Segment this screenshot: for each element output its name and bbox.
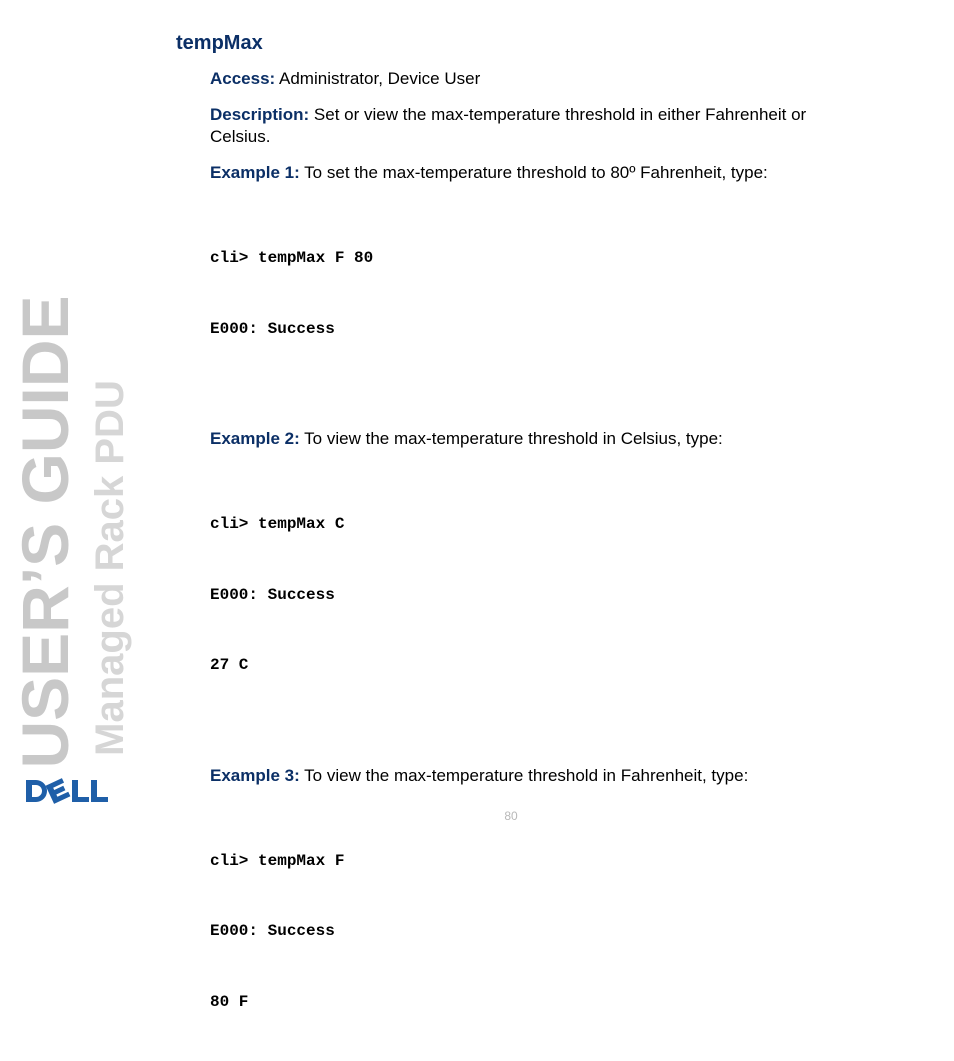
example-2-paragraph [210, 428, 860, 450]
dell-logo [24, 776, 112, 806]
example-1-paragraph [210, 162, 860, 184]
guide-title-watermark: USER’S GUIDE [12, 295, 78, 768]
example-3-label: Example 3: [210, 766, 300, 785]
product-subtitle-watermark: Managed Rack PDU [90, 380, 130, 756]
access-paragraph [210, 68, 860, 90]
code-line: E000: Success [210, 584, 860, 608]
example-2-text: To view the max-temperature threshold in Celsius, type: [300, 429, 723, 448]
description-paragraph [210, 104, 860, 148]
example-2-code [210, 466, 860, 725]
example-3-code [210, 803, 860, 1061]
example-2-label: Example 2: [210, 429, 300, 448]
access-label: Access: [210, 69, 275, 88]
main-content [176, 30, 876, 1061]
example-1-code [210, 200, 860, 388]
code-line: E000: Success [210, 318, 860, 342]
code-line: cli> tempMax F [210, 850, 860, 874]
description-text: Set or view the max-temperature threshold in either Fahrenheit or Celsius. [210, 105, 806, 146]
example-3-text: To view the max-temperature threshold in Fahrenheit, type: [300, 766, 749, 785]
description-label: Description: [210, 105, 309, 124]
section-title: tempMax [176, 30, 876, 56]
example-1-label: Example 1: [210, 163, 300, 182]
page-number: 80 [0, 809, 954, 823]
code-line: E000: Success [210, 920, 860, 944]
code-line: cli> tempMax C [210, 513, 860, 537]
side-banner [0, 0, 160, 854]
code-line: cli> tempMax F 80 [210, 247, 860, 271]
example-3-paragraph [210, 765, 860, 787]
example-1-text: To set the max-temperature threshold to 80º Fahrenheit, type: [300, 163, 768, 182]
code-line: 27 C [210, 654, 860, 678]
command-body [210, 68, 860, 1061]
access-text: Administrator, Device User [275, 69, 480, 88]
code-line: 80 F [210, 991, 860, 1015]
